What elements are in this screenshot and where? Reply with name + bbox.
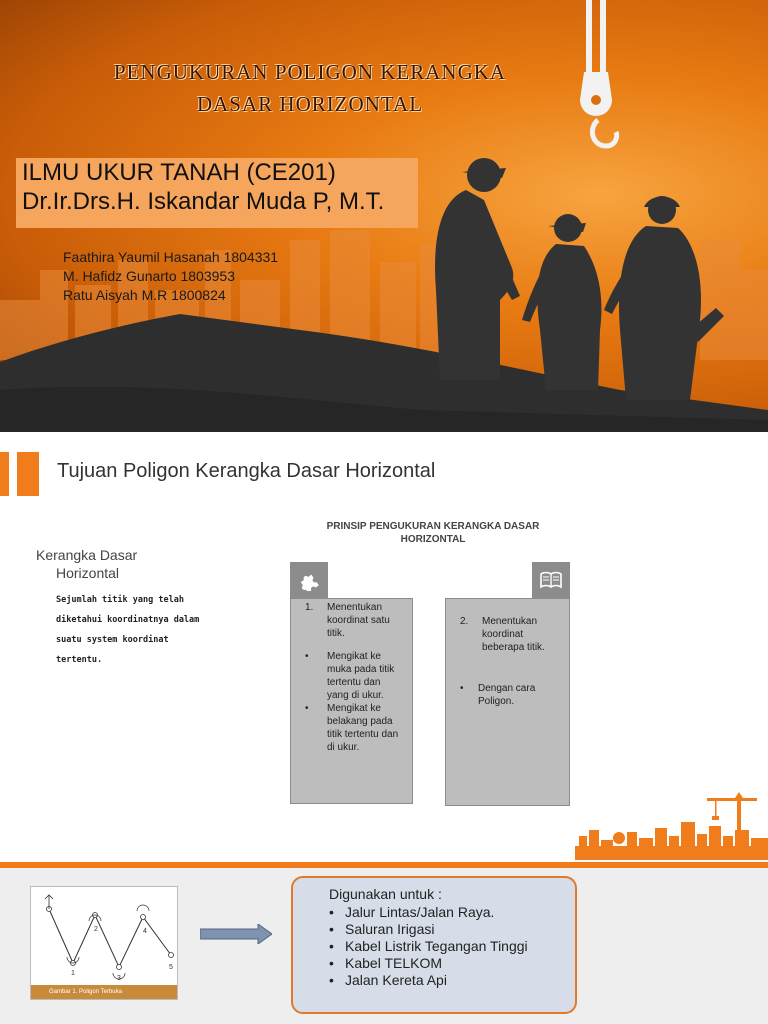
- usage-title: Digunakan untuk :: [329, 886, 442, 902]
- student-list: [63, 248, 278, 305]
- usage-list: [329, 904, 528, 989]
- card-bullet: [305, 702, 408, 754]
- card-heading: Menentukan koordinat satu titik.: [327, 602, 390, 639]
- kd-definition-line: suatu system koordinat: [56, 635, 169, 645]
- course-box: [16, 158, 418, 228]
- slide-title: Tujuan Poligon Kerangka Dasar Horizontal: [57, 460, 436, 482]
- card-number: 2.: [460, 616, 469, 627]
- bullet-text: Mengikat ke belakang pada titik tertentu dan di ukur.: [327, 703, 399, 753]
- usage-slide: [0, 862, 768, 1024]
- card-heading: Menentukan koordinat beberapa titik.: [482, 616, 545, 653]
- kd-heading-line-2: Horizontal: [56, 565, 120, 581]
- student-name: Ratu Aisyah M.R 1800824: [63, 287, 226, 303]
- card-number: 1.: [305, 602, 314, 613]
- kd-definition-line: tertentu.: [56, 655, 103, 665]
- bullet-marker: •: [460, 683, 464, 694]
- course-name: ILMU UKUR TANAH (CE201): [22, 159, 336, 186]
- point-label: 4: [143, 928, 147, 935]
- list-item: • Kabel Listrik Tegangan Tinggi: [329, 938, 528, 955]
- objective-slide: [0, 432, 768, 862]
- kd-heading-line-1: Kerangka Dasar: [36, 547, 138, 563]
- presentation-title: [40, 56, 580, 120]
- list-item: • Jalan Kereta Api: [329, 972, 528, 989]
- principle-card-1: [290, 598, 413, 804]
- kd-definition: [56, 590, 226, 670]
- list-item: • Jalur Lintas/Jalan Raya.: [329, 904, 528, 921]
- principle-heading: PRINSIP PENGUKURAN KERANGKA DASAR HORIZONTAL: [326, 521, 540, 545]
- card-bullet: [460, 682, 565, 708]
- point-label: 2: [94, 926, 98, 933]
- lecturer-name: Dr.Ir.Drs.H. Iskandar Muda P, M.T.: [22, 188, 385, 215]
- title-line-1: PENGUKURAN POLIGON KERANGKA: [113, 60, 507, 84]
- city-skyline-crane-decoration: [575, 792, 768, 860]
- bullet-text: Mengikat ke muka pada titik tertentu dan yang di ukur.: [327, 651, 395, 701]
- bullet-marker: •: [305, 651, 309, 662]
- accent-line: [0, 862, 768, 868]
- title-line-2: DASAR HORIZONTAL: [196, 92, 424, 116]
- puzzle-icon: [290, 562, 328, 598]
- title-slide: [0, 0, 768, 432]
- kd-definition-line: Sejumlah titik yang telah: [56, 595, 184, 605]
- kd-definition-line: diketahui koordinatnya dalam: [56, 615, 200, 625]
- open-polygon-diagram: [31, 887, 177, 985]
- usage-box: [291, 876, 577, 1014]
- student-name: Faathira Yaumil Hasanah 1804331: [63, 249, 279, 265]
- card-bullet: [305, 650, 408, 702]
- figure-caption: Gambar 1. Poligon Terbuka: [31, 985, 177, 999]
- open-polygon-figure: [30, 886, 178, 1000]
- arrow-right-icon: [200, 924, 272, 944]
- point-label: 1: [71, 970, 75, 977]
- list-item: • Kabel TELKOM: [329, 955, 528, 972]
- list-item: • Saluran Irigasi: [329, 921, 528, 938]
- book-icon: [532, 562, 570, 598]
- kd-heading: [36, 546, 137, 582]
- student-name: M. Hafidz Gunarto 1803953: [63, 268, 235, 284]
- accent-bar: [0, 452, 9, 496]
- accent-bar: [17, 452, 39, 496]
- point-label: 3: [117, 975, 121, 982]
- bullet-marker: •: [305, 703, 309, 714]
- bullet-text: Dengan cara Poligon.: [478, 683, 536, 707]
- point-label: 5: [169, 964, 173, 971]
- principle-card-2: [445, 598, 570, 806]
